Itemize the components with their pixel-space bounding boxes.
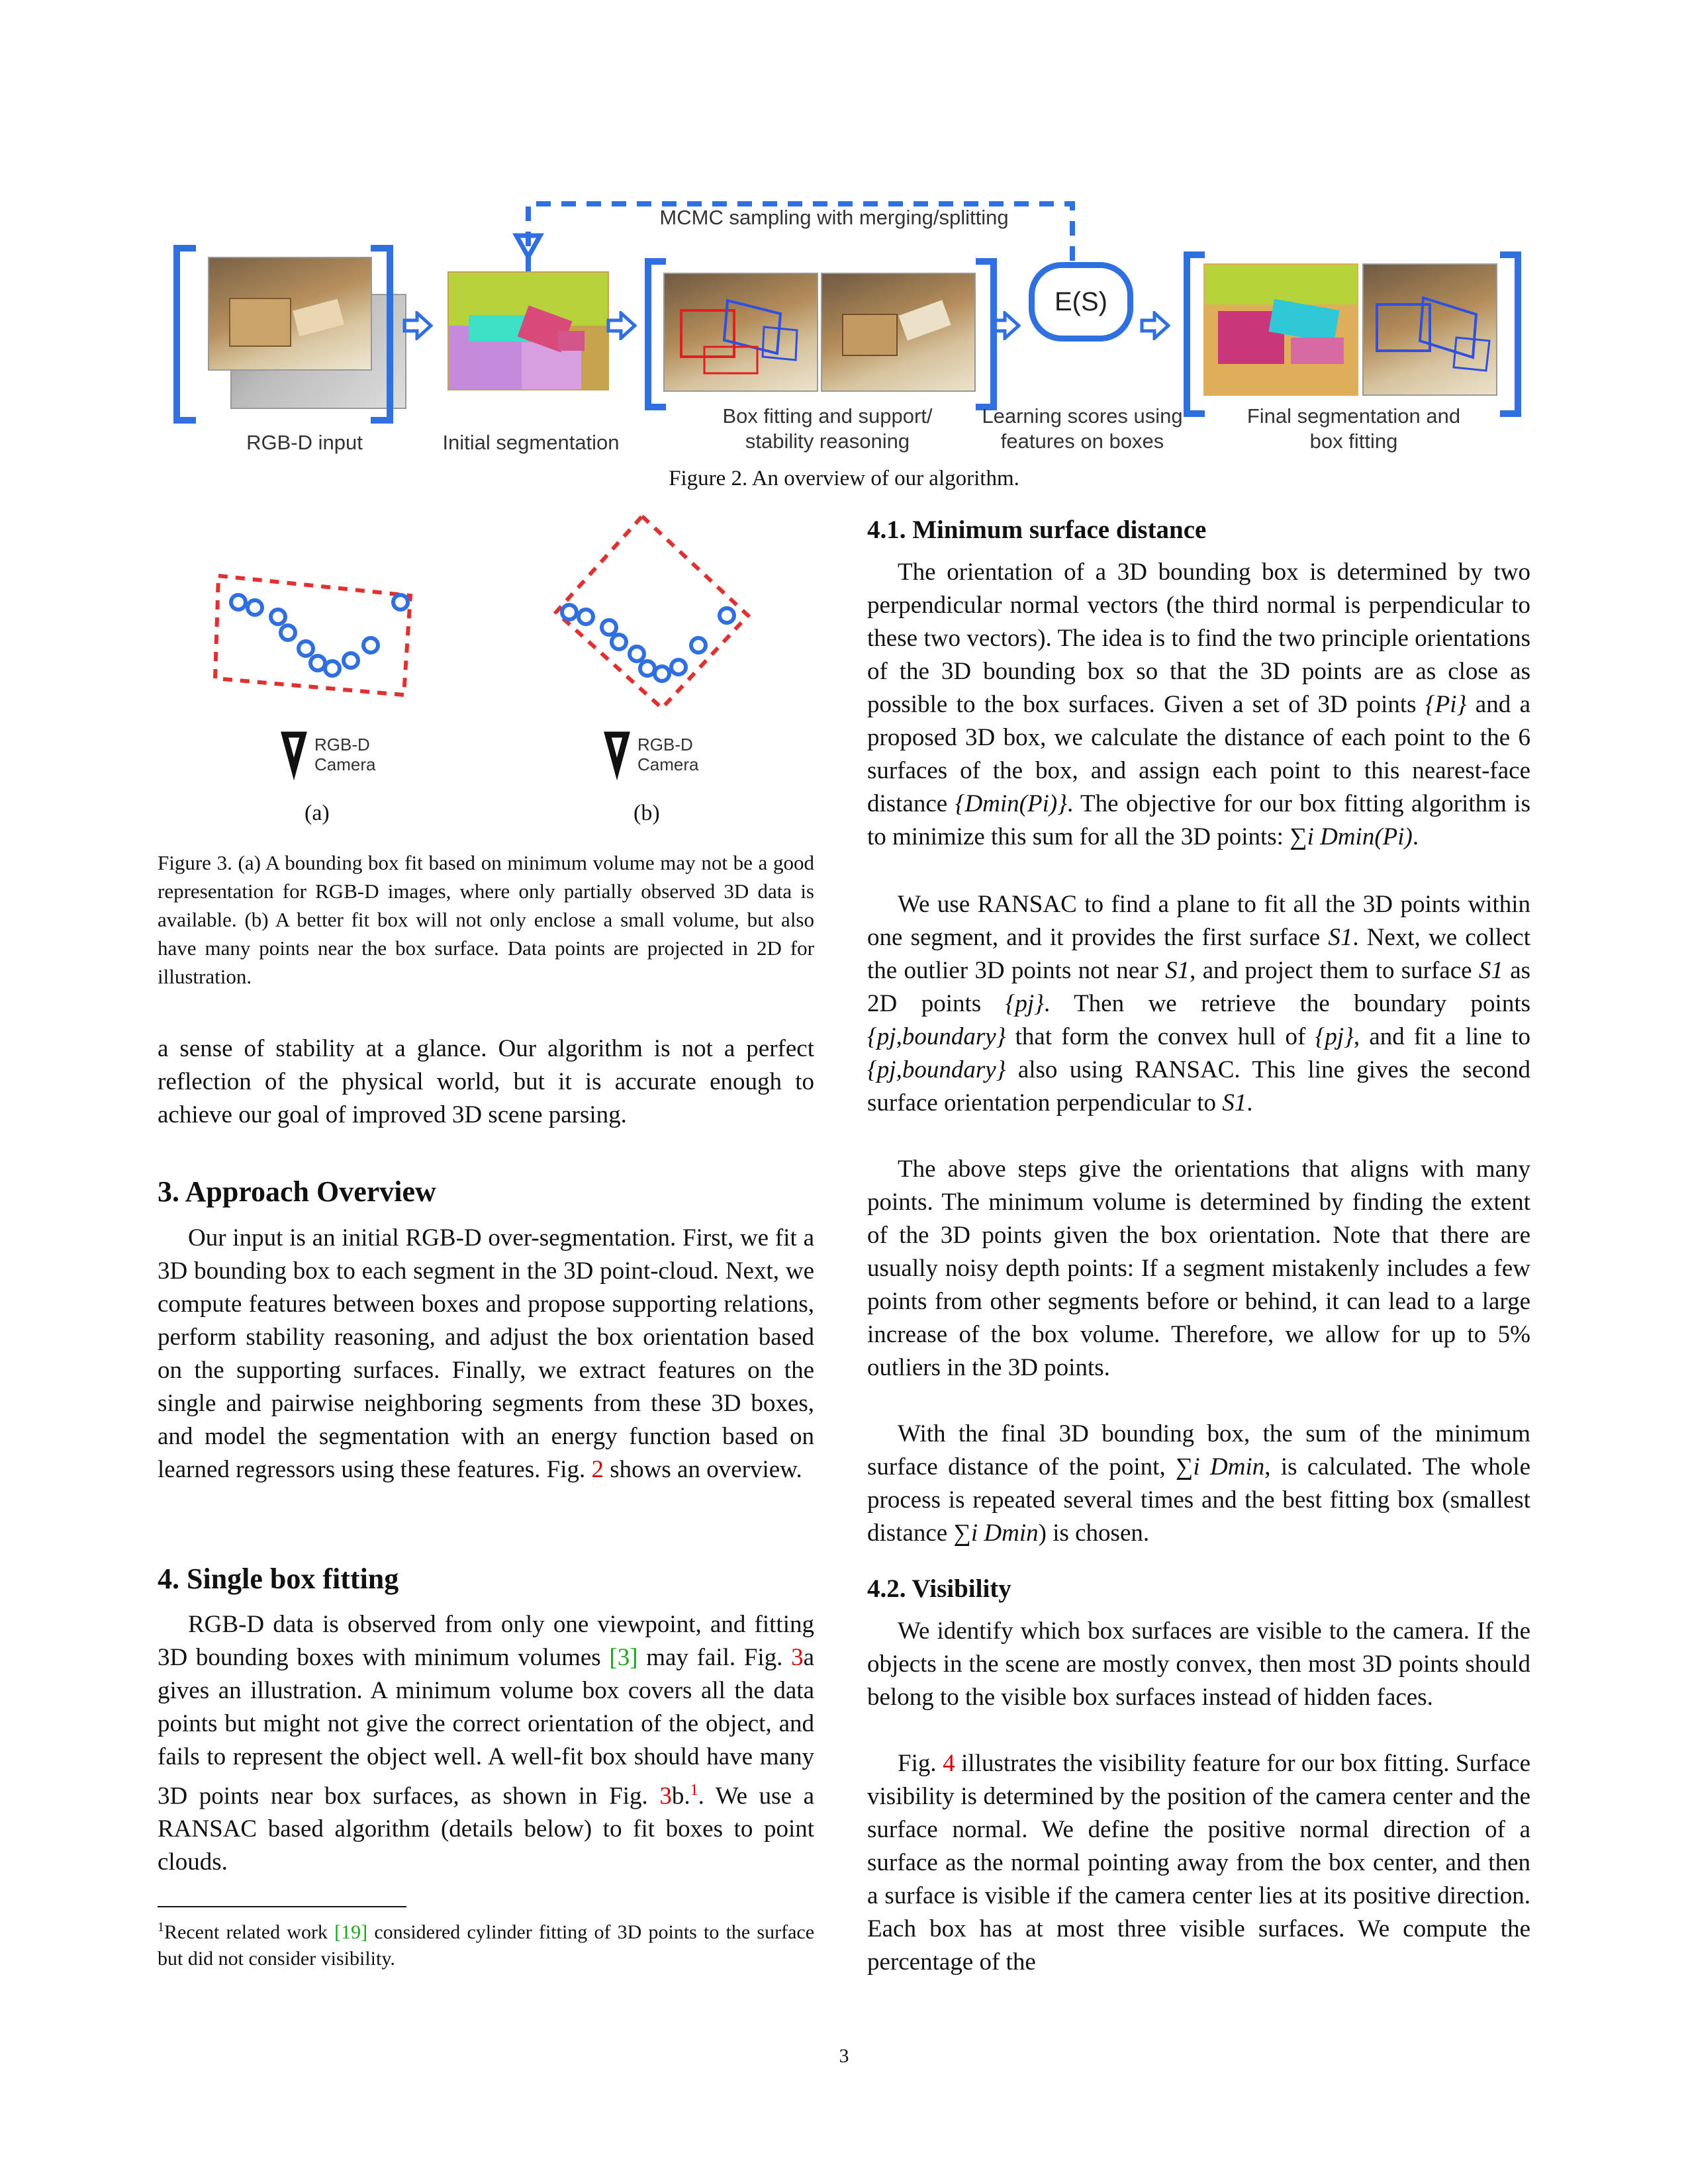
- label-learning-line1: Learning scores using: [982, 404, 1183, 428]
- subfigure-label-b: (b): [633, 801, 660, 825]
- mcmc-label: MCMC sampling with merging/splitting: [659, 206, 1009, 229]
- final-box-fitting-image: [1362, 263, 1497, 396]
- sec42-p2-b: illustrates the visibility feature for our box fitting. Surface visibility is determined by the position of the camera center and the surface normal. We define the positive normal direction of a surface as the normal pointing away from the box center, and then a surface is visible if the camera center lies at its positive direction. Each box has at most three visible surfaces. We compute the percentage of the: [867, 1750, 1531, 1976]
- math-s1: S1: [1222, 1089, 1247, 1116]
- label-box-fitting-line2: stability reasoning: [745, 430, 910, 453]
- label-final-line1: Final segmentation and: [1246, 404, 1461, 428]
- math-pj-boundary: {pj,boundary}: [867, 1023, 1006, 1050]
- math-sum-dmin-short: ∑i Dmin: [1176, 1453, 1265, 1480]
- label-initial-segmentation: Initial segmentation: [442, 431, 620, 454]
- sec41-p2-b: . Next, we collect the outlier 3D points not near: [867, 924, 1530, 984]
- section-4-1-paragraph-1: The orientation of a 3D bounding box is determined by two perpendicular normal vectors (the third normal is perpendicular to these two vectors). The idea is to find the two principle orientations of the 3D bounding box so that the 3D points are as close as possible to the box surfaces. Given a set of 3D points {Pi} and a proposed 3D box, we calculate the distance of each point to the 6 surfaces of the box, and assign each point to this nearest-face distance {Dmin(Pi)}. The objective for our box fitting algorithm is to minimize this sum for all the 3D points: ∑i Dmin(Pi).: [867, 559, 1530, 850]
- rgbd-color-image: [208, 257, 372, 371]
- box-fitting-image-2: [821, 273, 976, 392]
- label-final: [1218, 404, 1489, 454]
- math-s1: S1: [1478, 957, 1503, 984]
- sec41-p1-c: . The objective for our box fitting algorithm is to minimize this sum for all the 3D points:: [867, 790, 1530, 850]
- label-rgbd-input: RGB-D input: [246, 431, 363, 454]
- arrow-right-icon: [990, 311, 1021, 340]
- sec4-text-3: a gives an illustration. A minimum volume box covers all the data points but might not give the correct orientation of the object, and fails to represent the object well. A well-fit box should have many 3D points near box surfaces, as shown in Fig.: [158, 1644, 815, 1810]
- box-fitting-image-1: [663, 273, 818, 392]
- sec41-p4-a: With the final 3D bounding box, the sum of the minimum surface distance of the point,: [867, 1420, 1530, 1480]
- figure-3a-link[interactable]: 3: [791, 1644, 804, 1671]
- camera-label-a-line2: Camera: [314, 754, 376, 774]
- math-s1: S1: [1328, 924, 1353, 951]
- label-box-fitting: [695, 404, 960, 454]
- bracket-right-input: [371, 245, 393, 424]
- section-3-heading: 3. Approach Overview: [158, 1175, 436, 1208]
- camera-label-a: [314, 735, 375, 774]
- section-4-2-paragraph-1: We identify which box surfaces are visible to the camera. If the objects in the scene are mostly convex, then most 3D points should belong to the visible box surfaces instead of hidden faces.: [867, 1617, 1530, 1711]
- initial-segmentation-image: [447, 271, 609, 390]
- sec41-p2-g: , and fit a line to: [1353, 1023, 1531, 1050]
- math-pj-boundary: {pj,boundary}: [867, 1056, 1006, 1083]
- bracket-left-final: [1184, 251, 1205, 417]
- figure-2-link[interactable]: 2: [591, 1456, 604, 1483]
- sec3-text-a: Our input is an initial RGB-D over-segmentation. First, we fit a 3D bounding box to each segment in the 3D point-cloud. Next, we compute features between boxes and propose supporting relations, perform stability reasoning, and adjust the box orientation based on the supporting surfaces. Finally, we extract features on the single and pairwise neighboring segments from these 3D boxes, and model the segmentation with an energy function based on learned regressors using these features. Fig.: [158, 1224, 814, 1483]
- camera-label-b: [637, 735, 698, 774]
- energy-function-node: E(S): [1029, 262, 1133, 341]
- sec4-text-5: . We use a RANSAC based algorithm (details below) to fit boxes to point clouds.: [158, 1782, 814, 1876]
- section-4-2-heading: 4.2. Visibility: [867, 1574, 1011, 1603]
- citation-19-link[interactable]: [19]: [334, 1921, 368, 1943]
- sec41-p2-h: also using RANSAC. This line gives the second surface orientation perpendicular to: [867, 1056, 1531, 1116]
- arrow-right-icon: [1140, 311, 1170, 340]
- sec4-text-4: b.: [671, 1782, 690, 1810]
- sec4-text-2: may fail. Fig.: [646, 1644, 783, 1671]
- section-4-2-paragraph-2: [867, 1747, 1530, 1979]
- section-4-1-paragraph-4: [867, 1418, 1530, 1550]
- camera-label-b-line2: Camera: [637, 754, 699, 774]
- sec4-text-1: RGB-D data is observed from only one viewpoint, and fitting 3D bounding boxes with minimum volumes: [158, 1611, 814, 1671]
- math-s1: S1: [1165, 957, 1190, 984]
- sec41-p1-b: and a proposed 3D box, we calculate the distance of each point to the 6 surfaces of the box, and assign each point to this nearest-face distance: [867, 691, 1530, 817]
- figure-2-caption: Figure 2. An overview of our algorithm.: [669, 467, 1019, 490]
- label-final-line2: box fitting: [1309, 430, 1398, 453]
- footnote: [158, 1914, 814, 1972]
- final-segmentation-image: [1203, 263, 1358, 396]
- sec41-p1-a: The orientation of a 3D bounding box is determined by two perpendicular normal vectors (the third normal is perpendicular to these two vectors). The idea is to find the two principle orientations of the 3D bounding box so that the 3D points are as close as possible to the box surfaces. Given a set of 3D points: [867, 559, 1530, 718]
- subfigure-label-a: (a): [305, 801, 330, 825]
- continuation-paragraph: a sense of stability at a glance. Our algorithm is not a perfect reflection of the physical world, but it is accurate enough to achieve our goal of improved 3D scene parsing.: [158, 1035, 814, 1128]
- section-3-paragraph: [158, 1222, 814, 1486]
- math-5-percent: 5%: [1497, 1321, 1530, 1348]
- math-dmin-set: {Dmin(Pi)}: [955, 790, 1067, 817]
- label-learning-line2: features on boxes: [1000, 430, 1164, 453]
- sec41-p4-c: ) is chosen.: [1038, 1520, 1150, 1547]
- camera-label-a-line1: RGB-D: [314, 735, 370, 754]
- math-pj: {pj}: [1315, 1023, 1354, 1050]
- footnote-text-a: Recent related work: [164, 1921, 328, 1943]
- footnote-mark: 1: [158, 1920, 164, 1934]
- sec41-p2-d: as 2D points: [867, 957, 1531, 1017]
- camera-label-b-line1: RGB-D: [637, 735, 693, 754]
- page-number: 3: [839, 2045, 849, 2067]
- section-4-heading: 4. Single box fitting: [158, 1563, 399, 1595]
- label-box-fitting-line1: Box fitting and support/: [722, 404, 933, 428]
- sec42-p2-a: Fig.: [898, 1750, 937, 1777]
- sec41-p3-a: The above steps give the orientations that aligns with many points. The minimum volume is determined by finding the extent of the 3D points given the box orientation. Note that there are usually noisy depth points: If a segment mistakenly includes a few points from other segments before or behind, it can lead to a large increase of the box volume. Therefore, we allow for up to: [867, 1156, 1530, 1348]
- footnote-1-link[interactable]: 1: [690, 1782, 698, 1799]
- section-4-paragraph: [158, 1608, 814, 1879]
- sec41-p3-b: outliers in the 3D points.: [867, 1354, 1110, 1381]
- math-sum-dmin: ∑i Dmin(Pi): [1289, 823, 1413, 850]
- sec41-p2-a: We use RANSAC to find a plane to fit all the 3D points within one segment, and it provides the first surface: [867, 891, 1530, 951]
- figure-2: [152, 192, 1542, 477]
- section-4-1-paragraph-3: [867, 1153, 1530, 1385]
- figure-3: [152, 510, 827, 841]
- sec41-p2-f: that form the convex hull of: [1015, 1023, 1306, 1050]
- section-4-1-paragraph-2: We use RANSAC to find a plane to fit all the 3D points within one segment, and it provides the first surface S1. Next, we collect the outlier 3D points not near S1, and project them to surface S1 as 2D points {pj}. Then we retrieve the boundary points {pj,boundary} that form the convex hull of {pj}, and fit a line to {pj,boundary} also using RANSAC. This line gives the second surface orientation perpendicular to S1.: [867, 891, 1531, 1116]
- sec3-text-b: shows an overview.: [610, 1456, 802, 1483]
- arrow-right-icon: [606, 311, 637, 340]
- figure-3b-link[interactable]: 3: [659, 1782, 672, 1810]
- sec41-p2-c: , and project them to surface: [1190, 957, 1472, 984]
- math-sum-dmin-short: ∑i Dmin: [953, 1520, 1039, 1547]
- footnote-rule: [158, 1906, 406, 1907]
- math-pj: {pj}: [1005, 990, 1045, 1017]
- figure-3-caption: Figure 3. (a) A bounding box fit based on minimum volume may not be a good representation for RGB-D images, where only partially observed 3D data is available. (b) A better fit box will not only enclose a small volume, but also have many points near the box surface. Data points are projected in 2D for illustration.: [158, 851, 814, 988]
- footnote-text-b: considered cylinder fitting of 3D points to the surface but did not consider visibility.: [158, 1921, 815, 1970]
- arrow-right-icon: [402, 311, 433, 340]
- bracket-right-final: [1500, 251, 1521, 417]
- math-points-set: {Pi}: [1425, 691, 1467, 718]
- figure-3-diagram: [152, 510, 827, 788]
- sec41-p2-e: . Then we retrieve the boundary points: [1044, 990, 1530, 1017]
- sec41-p4-b: , is calculated. The whole process is repeated several times and the best fitting box (smallest distance: [867, 1453, 1530, 1547]
- figure-4-link[interactable]: 4: [943, 1750, 955, 1777]
- label-learning-scores: [960, 404, 1205, 454]
- citation-3-link[interactable]: [3]: [609, 1644, 638, 1671]
- section-4-1-heading: 4.1. Minimum surface distance: [867, 516, 1207, 544]
- bracket-left-input: [173, 245, 196, 424]
